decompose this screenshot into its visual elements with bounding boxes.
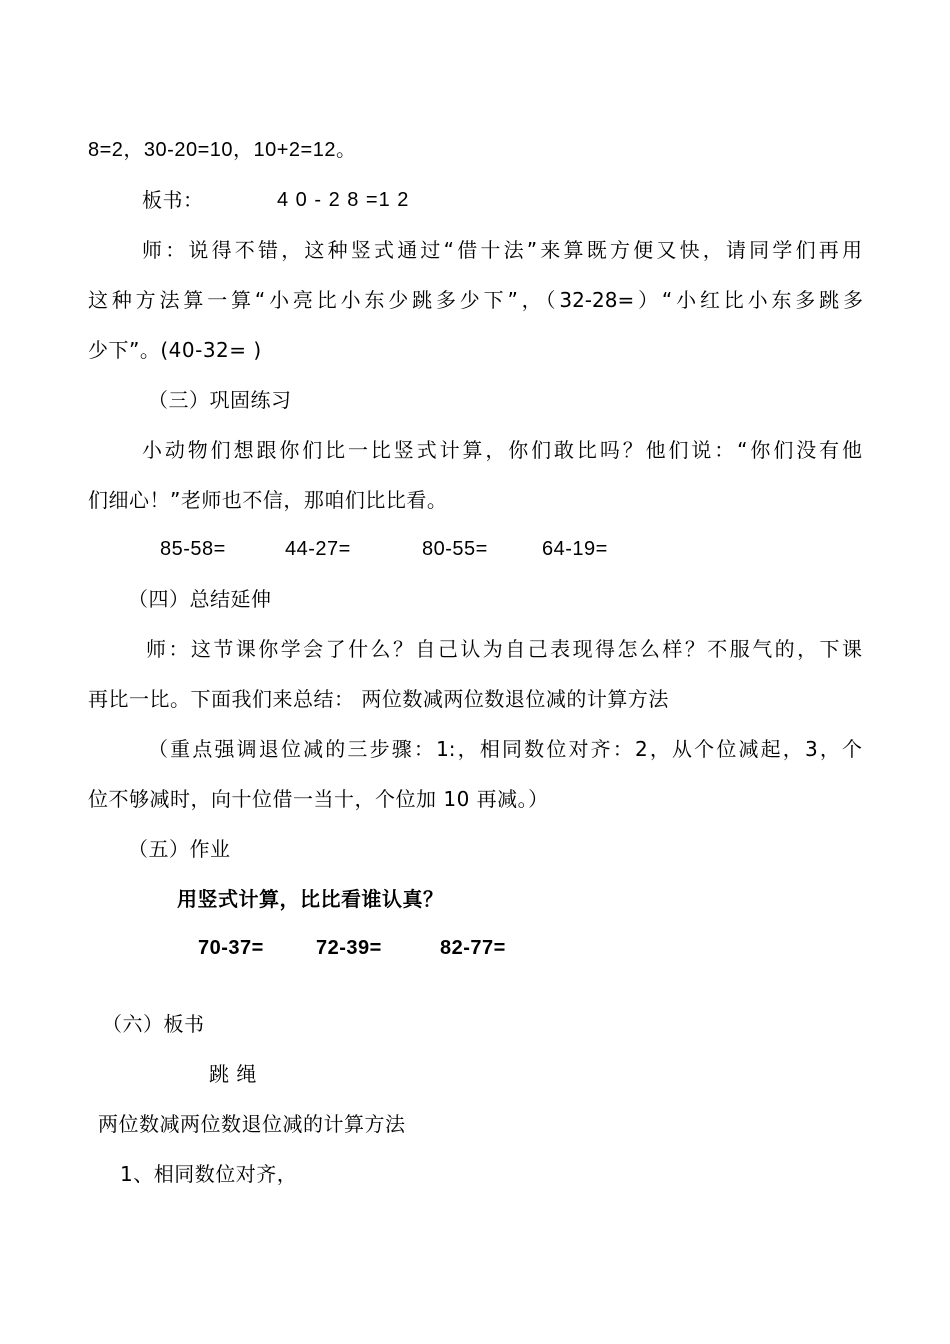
steps-paragraph-line-1: （重点强调退位减的三步骤：1:，相同数位对齐：2，从个位减起，3，个 [148,737,862,761]
section-heading-4: （四）总结延伸 [128,587,272,611]
homework-prompt: 用竖式计算，比比看谁认真？ [177,887,444,911]
board-label: 板书： [142,188,204,212]
teacher-paragraph-line-2: 这种方法算一算“小亮比小东少跳多少下”，（32-28=）“小红比小东多跳多 [88,288,863,312]
practice-problem: 64-19= [542,538,608,560]
homework-problem: 82-77= [440,937,506,959]
practice-paragraph-line-2: 们细心！”老师也不信，那咱们比比看。 [88,488,448,512]
steps-paragraph-line-2: 位不够减时，向十位借一当十，个位加 10 再减。） [88,787,549,811]
section-heading-3: （三）巩固练习 [148,388,292,412]
summary-paragraph-line-1: 师：这节课你学会了什么？自己认为自己表现得怎么样？不服气的，下课 [146,637,862,661]
homework-problem: 70-37= [198,937,264,959]
practice-problem: 85-58= [160,538,226,560]
board-equation: 4 0 - 2 8 =1 2 [277,189,410,211]
summary-paragraph-line-2: 再比一比。下面我们来总结： 两位数减两位数退位减的计算方法 [88,687,669,711]
practice-problem: 44-27= [285,538,351,560]
practice-problem: 80-55= [422,538,488,560]
teacher-paragraph-line-1: 师：说得不错，这种竖式通过“借十法”来算既方便又快，请同学们再用 [142,238,862,262]
equation-line: 8=2，30-20=10，10+2=12。 [88,139,357,161]
board-step-1: 1、相同数位对齐， [120,1162,298,1186]
teacher-paragraph-line-3: 少下”。(40-32= ) [88,338,262,362]
practice-paragraph-line-1: 小动物们想跟你们比一比竖式计算，你们敢比吗？他们说：“你们没有他 [142,438,862,462]
board-subtitle: 两位数减两位数退位减的计算方法 [98,1112,406,1136]
homework-problem: 72-39= [316,937,382,959]
section-heading-6: （六）板书 [102,1012,205,1036]
board-title: 跳 绳 [209,1062,257,1086]
section-heading-5: （五）作业 [128,837,231,861]
